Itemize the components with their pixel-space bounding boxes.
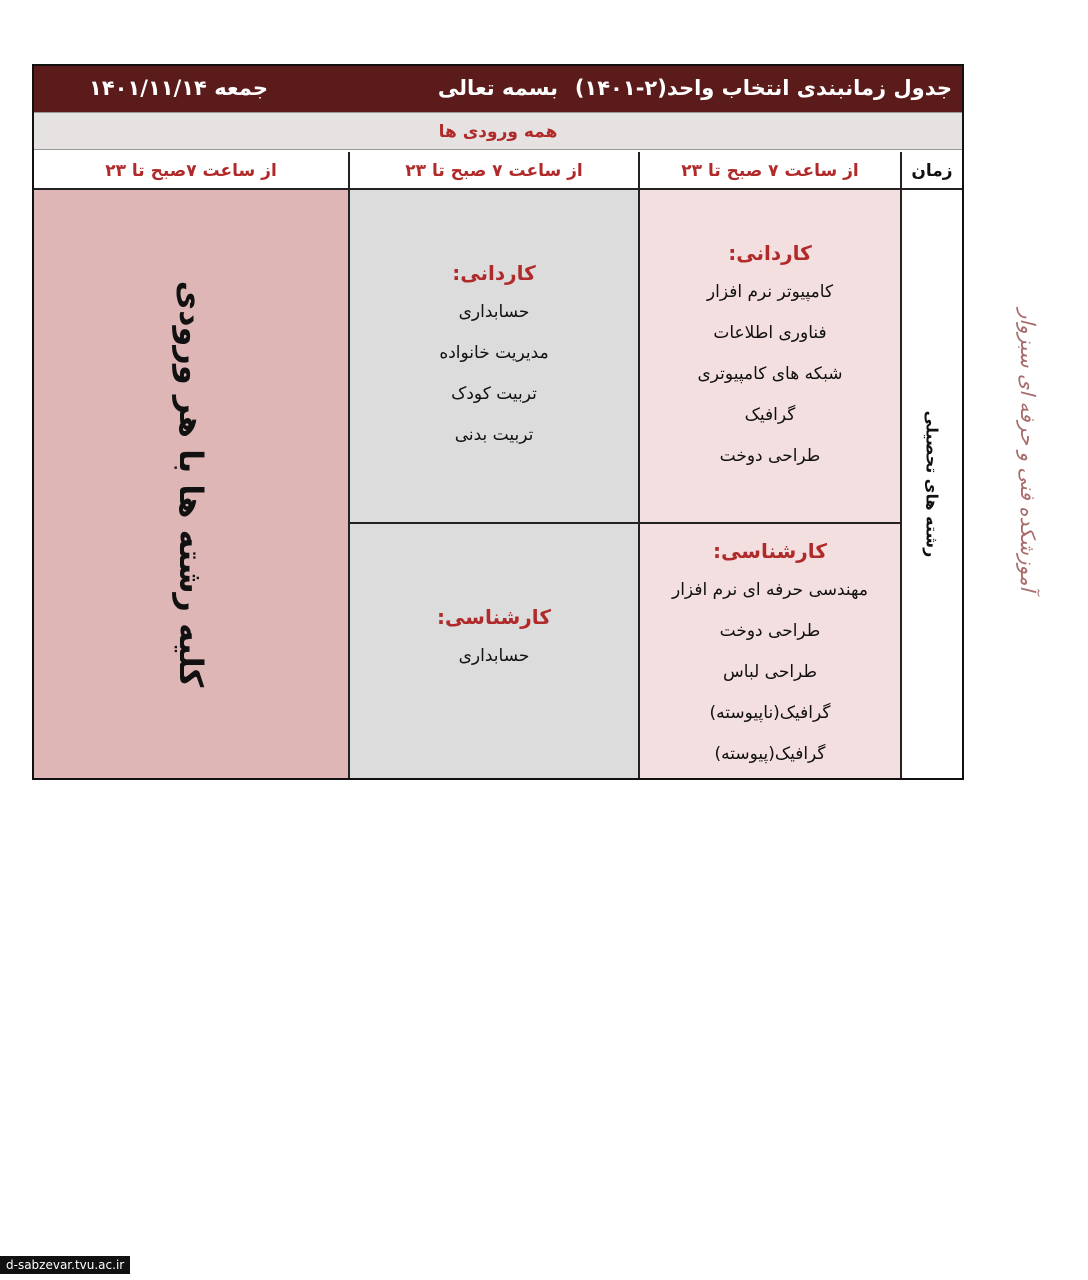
schedule-title: جدول زمانبندی انتخاب واحد(۲-۱۴۰۱) [574, 76, 952, 100]
col1-kardani-heading: کاردانی: [728, 241, 812, 265]
list-item: کامپیوتر نرم افزار [706, 282, 834, 302]
divider [348, 152, 350, 778]
list-item: حسابداری [458, 646, 530, 666]
col2-kardani-block [350, 254, 638, 456]
schedule-date: جمعه ۱۴۰۱/۱۱/۱۴ [89, 76, 269, 100]
list-item: طراحی دوخت [719, 446, 821, 466]
header-time-label: زمان [902, 152, 962, 190]
header-col2-time: از ساعت ۷ صبح تا ۲۳ [350, 152, 638, 190]
all-majors-cell [34, 190, 348, 778]
list-item: مهندسی حرفه ای نرم افزار [672, 580, 868, 600]
col1-kardani-cell [640, 190, 900, 522]
list-item: تربیت بدنی [454, 425, 534, 445]
all-majors-text: کلیه رشته ها با هر ورودی [172, 280, 210, 688]
list-item: شبکه های کامپیوتری [697, 364, 843, 384]
divider [350, 522, 900, 524]
header-col1-time: از ساعت ۷ صبح تا ۲۳ [640, 152, 900, 190]
site-watermark: d-sabzevar.tvu.ac.ir [0, 1256, 130, 1274]
col2-kardani-heading: کاردانی: [452, 261, 536, 285]
list-item: تربیت کودک [451, 384, 537, 404]
list-item: طراحی لباس [723, 662, 817, 682]
header-col3-time: از ساعت ۷صبح تا ۲۳ [34, 152, 348, 190]
list-item: حسابداری [458, 302, 530, 322]
institute-signature: آموزشکده فنی و حرفه ای سبزوار [1016, 308, 1040, 592]
subtitle-bar: همه ورودی ها [34, 112, 962, 150]
basmala: بسمه تعالی [437, 76, 559, 100]
col2-karshenasi-cell [350, 524, 638, 778]
divider [638, 152, 640, 778]
list-item: فناوری اطلاعات [713, 323, 827, 343]
list-item: گرافیک(پیوسته) [714, 744, 826, 764]
col1-karshenasi-cell [640, 524, 900, 778]
row-label: رشته های تحصیلی [922, 410, 942, 558]
list-item: گرافیک [744, 405, 796, 425]
schedule-table [32, 64, 964, 780]
title-bar [34, 66, 962, 112]
col1-karshenasi-heading: کارشناسی: [713, 539, 827, 563]
col1-karshenasi-block [640, 532, 900, 775]
divider [900, 152, 902, 778]
col2-karshenasi-heading: کارشناسی: [437, 605, 551, 629]
list-item: مدیریت خانواده [439, 343, 549, 363]
list-item: گرافیک(ناپیوسته) [709, 703, 831, 723]
list-item: طراحی دوخت [719, 621, 821, 641]
col2-karshenasi-block [350, 598, 638, 677]
row-label-cell [902, 190, 962, 778]
col1-kardani-block [640, 234, 900, 477]
col2-kardani-cell [350, 190, 638, 522]
